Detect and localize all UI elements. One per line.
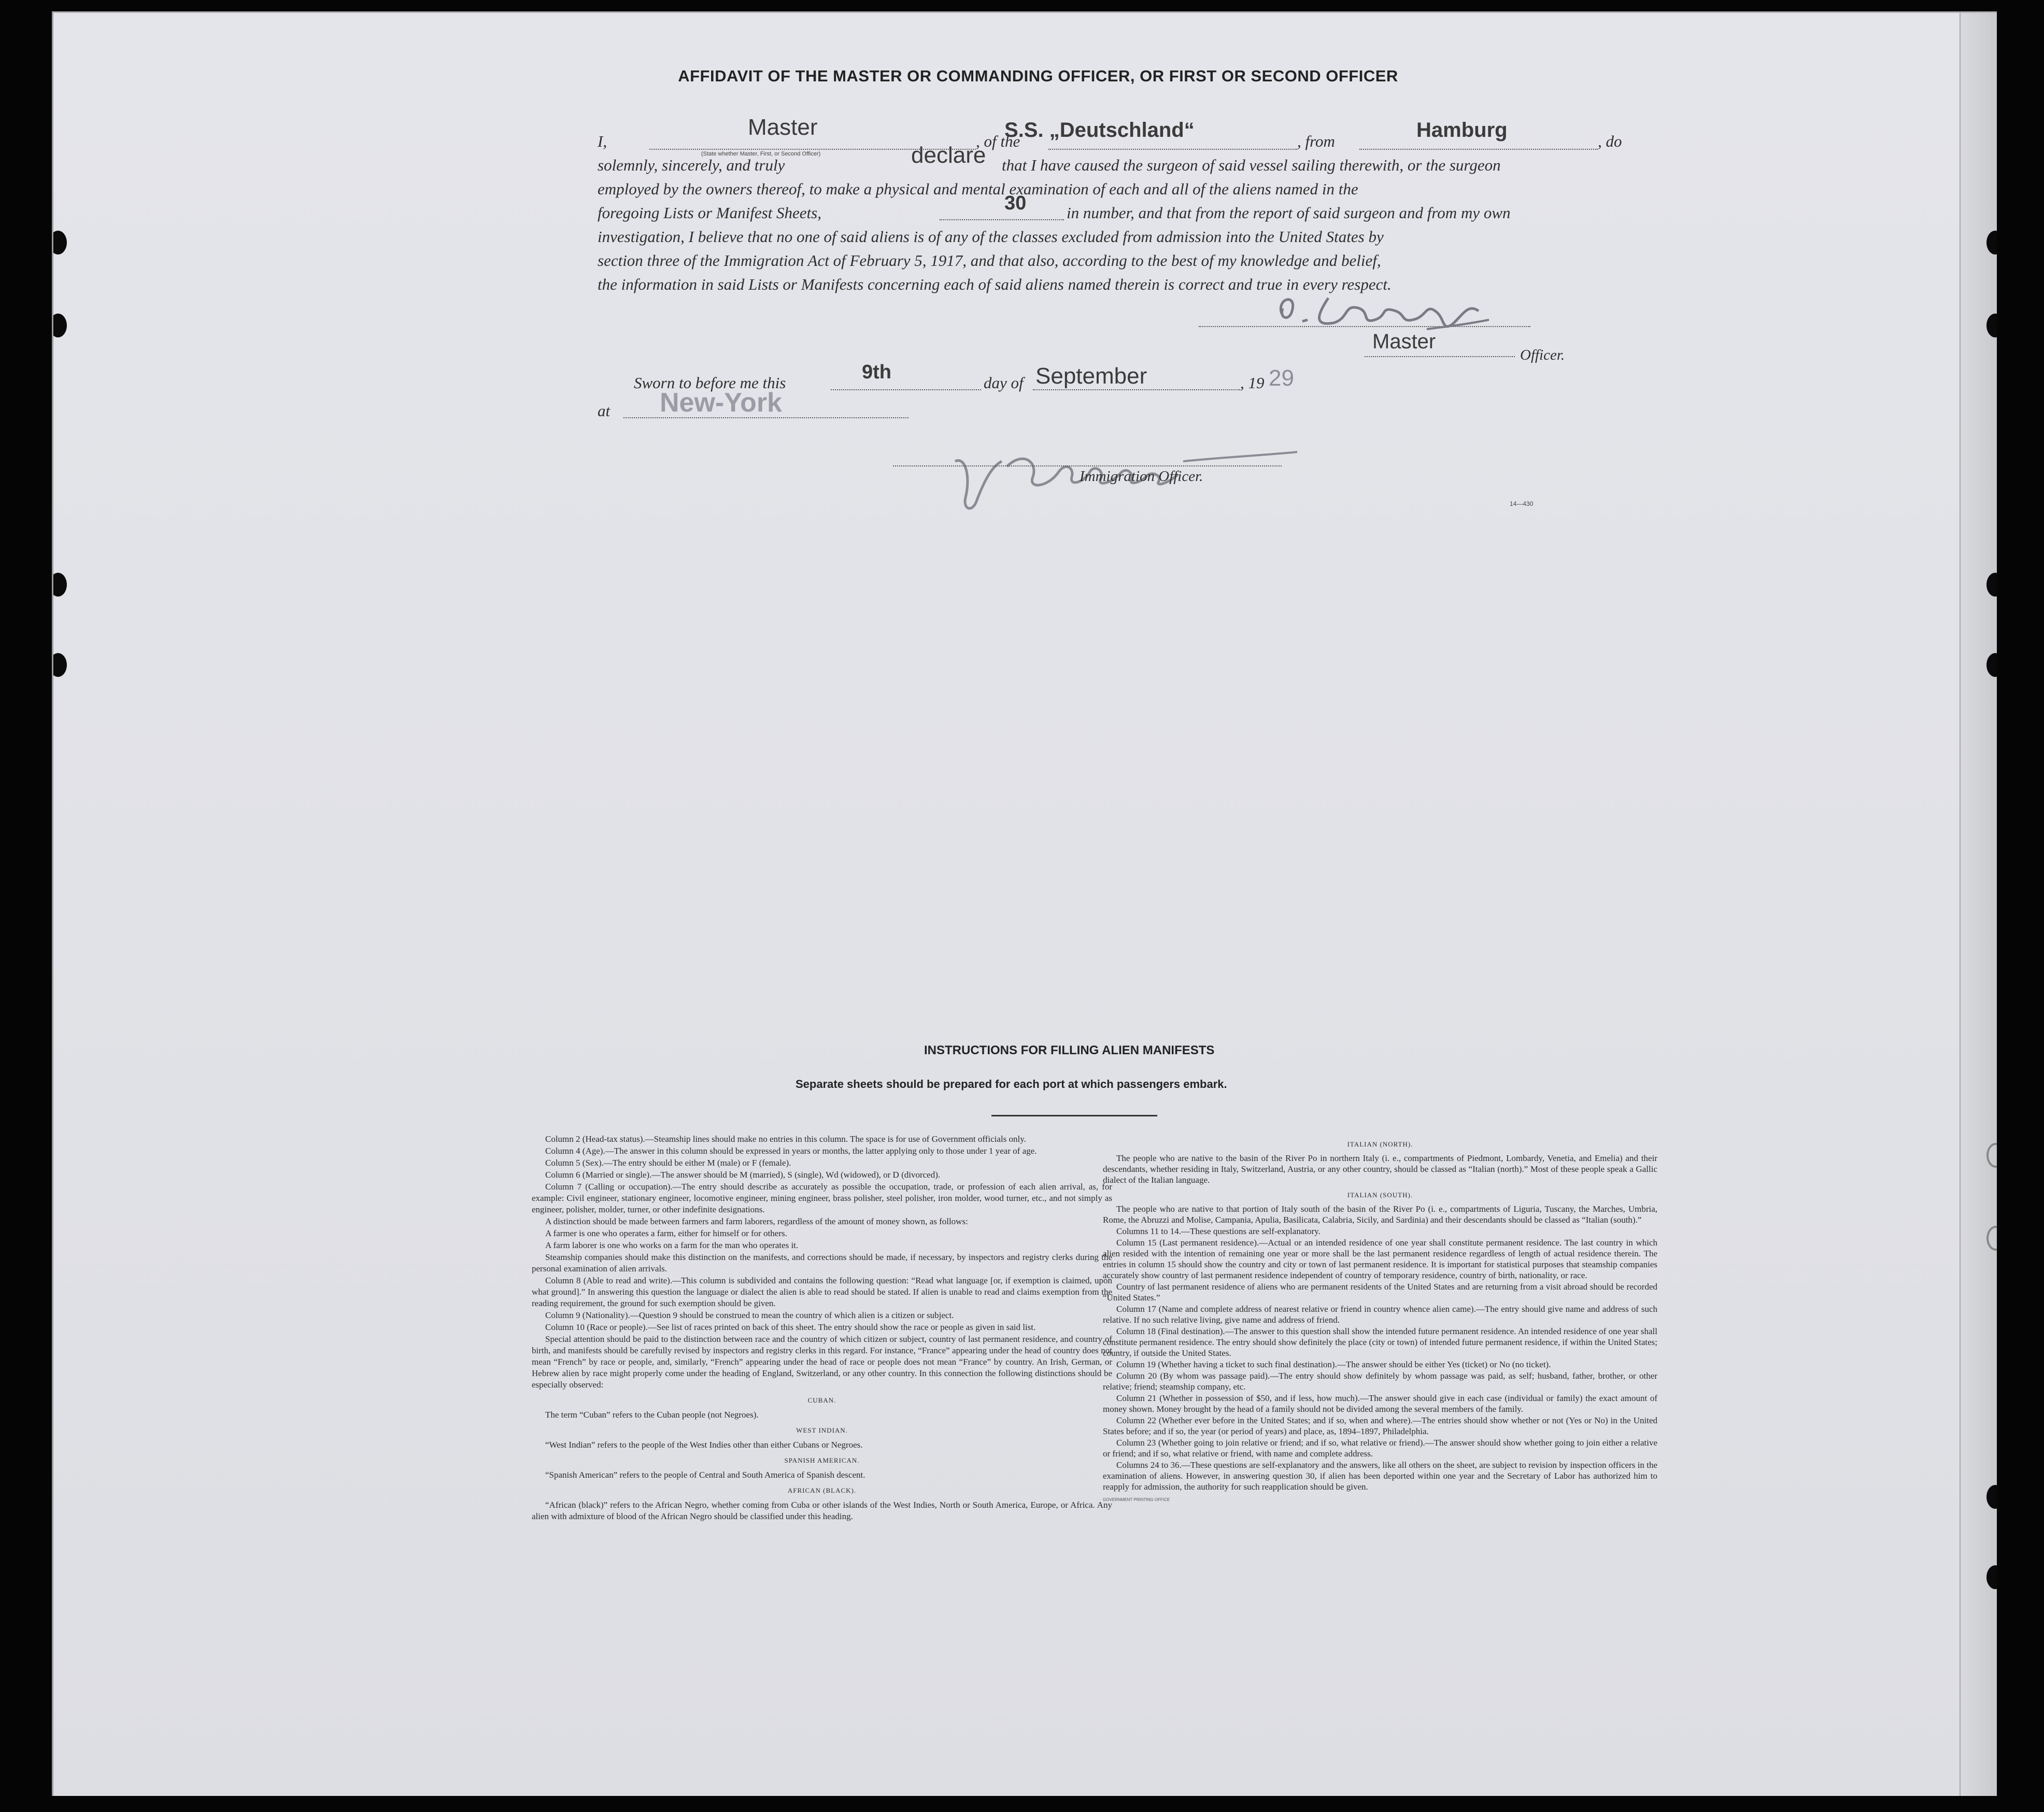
instruction-paragraph: Column 7 (Calling or occupation).—The entry should describe as accurately as possible the occupation, trade, or profession of each alien arrival, as, for example: Civil engineer, stationary engineer, locomotive engineer, mining engineer, brass polisher, steel polisher, iron molder, wood turner, etc., and not simply as engineer, polisher, molder, turner, or other indefinite designations.: [532, 1182, 1112, 1214]
section-heading-african: AFRICAN (BLACK).: [787, 1487, 857, 1494]
punch-hole: [52, 314, 67, 337]
of-the-label: , of the: [976, 132, 1020, 150]
port-line: [1359, 149, 1598, 150]
sheets-count: 30: [1004, 192, 1027, 214]
instruction-paragraph: “Spanish American” refers to the people of Central and South America of Spanish descent.: [545, 1470, 865, 1480]
sworn-day: 9th: [862, 361, 891, 383]
instruction-paragraph: A distinction should be made between farmers and farm laborers, regardless of the amount of money shown, as follows:: [545, 1216, 968, 1226]
affidavit-title: AFFIDAVIT OF THE MASTER OR COMMANDING OFFICER, OR FIRST OR SECOND OFFICER: [678, 67, 1398, 85]
officer-rank: Master: [748, 115, 818, 140]
signer-rank-line: [1365, 356, 1515, 357]
instruction-paragraph: Column 19 (Whether having a ticket to such final destination).—The answer should be either Yes (ticket) or No (no ticket).: [1116, 1360, 1551, 1369]
do-label: , do: [1598, 132, 1622, 150]
instruction-paragraph: Column 4 (Age).—The answer in this column should be expressed in years or months, the latter applying only to those under 1 year of age.: [545, 1146, 1037, 1156]
immigration-officer-label: Immigration Officer.: [1080, 468, 1203, 485]
instruction-paragraph: Column 23 (Whether going to join relative or friend; and if so, what relative or friend).—The answer should show whether going to join either a relative or friend; and if so, what relative or friend, with name and complete address.: [1103, 1438, 1657, 1459]
port-from: Hamburg: [1416, 119, 1508, 141]
form-number: 14—430: [1510, 500, 1534, 507]
instructions-rule: [991, 1115, 1157, 1116]
section-heading-west-indian: WEST INDIAN.: [796, 1426, 848, 1434]
declare-word: declare: [911, 143, 986, 168]
year-suffix: 29: [1269, 365, 1294, 391]
instruction-paragraph: A farm laborer is one who works on a farm for the man who operates it.: [545, 1240, 799, 1250]
section-heading-cuban: CUBAN.: [807, 1396, 836, 1404]
instruction-paragraph: Column 9 (Nationality).—Question 9 should be construed to mean the country of which alien is a citizen or subject.: [545, 1310, 954, 1320]
instruction-paragraph: The term “Cuban” refers to the Cuban people (not Negroes).: [545, 1410, 759, 1420]
instruction-paragraph: Special attention should be paid to the distinction between race and the country of which citizen or subject, country of last permanent residence, and country of birth, and manifests should be carefully revised by inspectors and registry clerks in this regard. For instance, “France” appearing under the head of country does not mean “French” by race or people, and, similarly, “French” appearing under the head of race or people does not mean “France” by country. An Irish, German, or Hebrew alien by race might properly come under the heading of England, Switzerland, or any other country. In this connection the following distinctions should be especially observed:: [532, 1334, 1112, 1390]
body-line-2: employed by the owners thereof, to make a physical and mental examination of each and all of the aliens named in the: [598, 180, 1358, 198]
printer-imprint: GOVERNMENT PRINTING OFFICE: [1103, 1497, 1170, 1502]
instruction-paragraph: Column 5 (Sex).—The entry should be either M (male) or F (female).: [545, 1158, 791, 1168]
body-line-5: section three of the Immigration Act of February 5, 1917, and that also, according to the best of my knowledge and belief,: [598, 251, 1381, 270]
immigration-officer-line: [893, 465, 1282, 466]
day-of-label: day of: [984, 374, 1024, 392]
punch-hole: [52, 573, 67, 597]
year-prefix: , 19: [1240, 374, 1265, 392]
section-heading-italian-south: ITALIAN (SOUTH).: [1347, 1191, 1413, 1199]
instruction-paragraph: Column 22 (Whether ever before in the United States; and if so, when and where).—The entries should show whether or not (Yes or No) in the United States before; and if so, the year (or period of years) and place, as, 1894–1897, Philadelphia.: [1103, 1415, 1657, 1436]
instruction-paragraph: Steamship companies should make this distinction on the manifests, and corrections should be made, if necessary, by inspectors and registry clerks during the personal examination of alien arrivals.: [532, 1252, 1112, 1273]
instruction-paragraph: Column 17 (Name and complete address of nearest relative or friend in country whence alien came).—The entry should give name and address of such relative. If no such relative living, give name and address of friend.: [1103, 1304, 1657, 1325]
instruction-paragraph: Country of last permanent residence of aliens who are permanent residents of the United States and are returning from a visit abroad should be recorded “United States.”: [1103, 1282, 1657, 1303]
sheets-line: [940, 219, 1064, 220]
from-label: , from: [1297, 132, 1335, 150]
instructions-subtitle: Separate sheets should be prepared for each port at which passengers embark.: [796, 1078, 1227, 1091]
solemnly-label: solemnly, sincerely, and truly: [598, 156, 785, 174]
next-sheet-edge: [1960, 13, 1997, 1796]
instructions-title: INSTRUCTIONS FOR FILLING ALIEN MANIFESTS: [924, 1043, 1215, 1057]
body-line-3b: in number, and that from the report of said surgeon and from my own: [1067, 204, 1511, 222]
sworn-label: Sworn to before me this: [634, 374, 786, 392]
at-label: at: [598, 402, 611, 420]
body-line-1: that I have caused the surgeon of said vessel sailing therewith, or the surgeon: [1002, 156, 1501, 174]
punch-hole: [52, 653, 67, 677]
instruction-paragraph: “African (black)” refers to the African Negro, whether coming from Cuba or other islands of the West Indies, North or South America, Europe, or Africa. Any alien with admixture of blood of the African Negro should be classified under this heading.: [532, 1500, 1112, 1521]
instruction-paragraph: The people who are native to that portion of Italy south of the basin of the River Po (i. e., compartments of Liguria, Tuscany, the Marches, Umbria, Rome, the Abruzzi and Molise, Campania, Apulia, Basilicata, Calabria, Sicily, and Sardinia) and their descendants should be classed as “Italian (south).”: [1103, 1204, 1657, 1225]
instruction-paragraph: Column 20 (By whom was passage paid).—The entry should show definitely by whom passage was paid, as self; husband, father, brother, or other relative; friend; steamship company, etc.: [1103, 1371, 1657, 1392]
officer-label: Officer.: [1520, 347, 1565, 363]
section-heading-italian-north: ITALIAN (NORTH).: [1347, 1140, 1413, 1148]
section-heading-spanish-american: SPANISH AMERICAN.: [784, 1456, 860, 1464]
sworn-day-line: [831, 389, 981, 390]
punch-hole: [52, 231, 67, 254]
instruction-paragraph: Column 18 (Final destination).—The answer to this question shall show the intended future permanent residence. An intended residence of one year shall constitute permanent residence. The entry should show definitely the place (city or town) of intended future permanent residence, if within the United States; country, if outside the United States.: [1103, 1326, 1657, 1358]
instructions-right-column: [1103, 1139, 1657, 1505]
instruction-paragraph: Column 15 (Last permanent residence).—Actual or an intended residence of one year shall constitute permanent residence. The last country in which alien resided with the intention of remaining one year or more shall be the last permanent residence regardless of length of actual residence therein. The entries in column 15 should show the country and city or town of last permanent residence. It is important for statistical purposes that steamship companies accurately show country of last permanent residence independent of country of temporary residence, country of birth, nationality, or race.: [1103, 1238, 1657, 1280]
i-label: I,: [598, 132, 607, 150]
instructions-left-column: [532, 1134, 1112, 1523]
instruction-paragraph: “West Indian” refers to the people of the West Indies other than either Cubans or Negroes.: [545, 1440, 863, 1450]
manifest-page: [52, 11, 1997, 1796]
sworn-month: September: [1035, 363, 1147, 389]
sworn-month-line: [1033, 389, 1240, 390]
instruction-paragraph: The people who are native to the basin of the River Po in northern Italy (i. e., compartments of Piedmont, Lombardy, Venetia, and Emelia) and their descendants, whether residing in Italy, Switzerland, Austria, or any other country, should be classed as “Italian (north).” Most of these people speak a Gallic dialect of the Italian language.: [1103, 1153, 1657, 1185]
body-line-4: investigation, I believe that no one of said aliens is of any of the classes excluded from admission into the United States by: [598, 228, 1384, 246]
instruction-paragraph: Column 21 (Whether in possession of $50, and if less, how much).—The answer should give in each case (individual or family) the exact amount of money shown. Money brought by the head of a family should not be divided among the several members of the family.: [1103, 1393, 1657, 1414]
instruction-paragraph: Column 6 (Married or single).—The answer should be M (married), S (single), Wd (widowed), or D (divorced).: [545, 1170, 941, 1180]
instruction-paragraph: Column 2 (Head-tax status).—Steamship lines should make no entries in this column. The space is for use of Government officials only.: [545, 1134, 1026, 1144]
instruction-paragraph: A farmer is one who operates a farm, either for himself or for others.: [545, 1228, 787, 1238]
body-line-6: the information in said Lists or Manifests concerning each of said aliens named therein is correct and true in every respect.: [598, 275, 1392, 293]
rank-hint: (State whether Master, First, or Second Officer): [701, 151, 821, 157]
body-line-3a: foregoing Lists or Manifest Sheets,: [598, 204, 821, 222]
instruction-paragraph: Columns 24 to 36.—These questions are self-explanatory and the answers, like all others on the sheet, are subject to revision by inspection officers in the examination of aliens. However, in answering question 30, if alien has been deported within one year and the Secretary of Labor has authorized him to reapply for admission, the authority for such reapplication should be given.: [1103, 1460, 1657, 1492]
vessel-line: [1048, 149, 1297, 150]
vessel-name: S.S. „Deutschland“: [1004, 119, 1195, 141]
instruction-paragraph: Columns 11 to 14.—These questions are self-explanatory.: [1116, 1226, 1321, 1236]
instruction-paragraph: Column 8 (Able to read and write).—This column is subdivided and contains the following question: “Read what language [or, if exemption is claimed, upon what ground].” In answering this question the language or dialect the alien is able to read should be stated. If alien is unable to read and claims exemption from the reading requirement, the ground for such exemption should be given.: [532, 1276, 1112, 1308]
instruction-paragraph: Column 10 (Race or people).—See list of races printed on back of this sheet. The entry should show the race or people as given in said list.: [545, 1322, 1036, 1332]
signer-rank: Master: [1372, 330, 1436, 353]
sworn-place-stamp: New-York: [660, 388, 782, 418]
